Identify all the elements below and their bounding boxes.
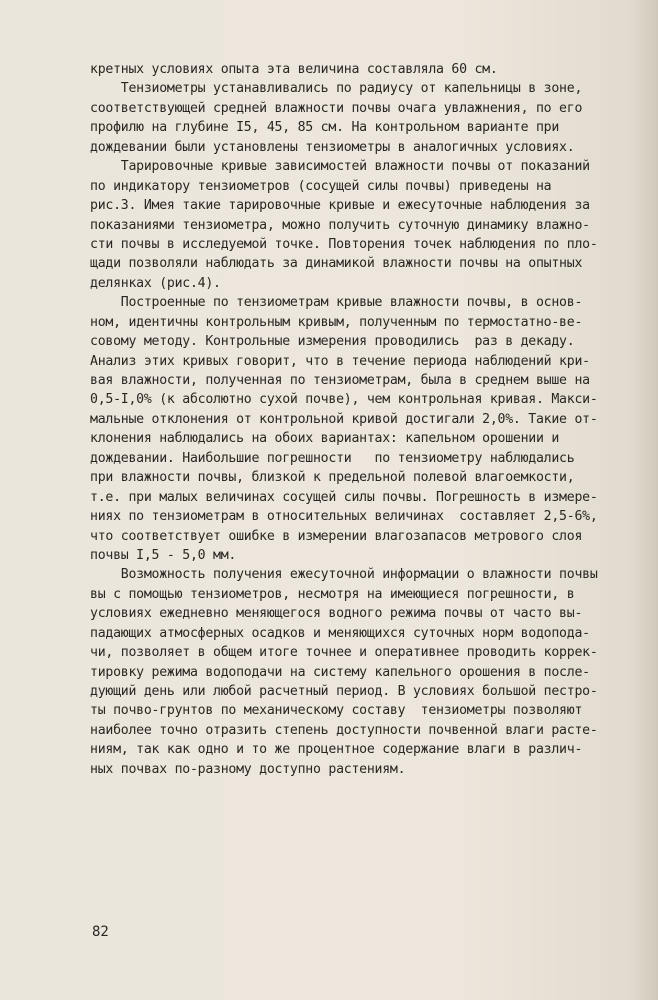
text-line: чи, позволяет в общем итоге точнее и оперативнее проводить коррек-	[90, 645, 598, 661]
text-line: тировку режима водоподачи на систему капельного орошения в после-	[90, 664, 590, 680]
text-line: дождевании. Наибольшие погрешности по тензиометру наблюдались	[90, 450, 575, 466]
text-line: показаниями тензиометра, можно получить суточную динамику влажно-	[90, 217, 590, 233]
text-line: ниям, так как одно и то же процентное содержание влаги в различ-	[90, 742, 583, 758]
text-line: Построенные по тензиометрам кривые влажности почвы, в основ-	[90, 295, 583, 311]
text-line: наиболее точно отразить степень доступности почвенной влаги расте-	[90, 722, 598, 738]
text-line: рис.3. Имея такие тарировочные кривые и ежесуточные наблюдения за	[90, 198, 590, 214]
text-line: по индикатору тензиометров (сосущей силы почвы) приведены на	[90, 178, 552, 194]
text-line: ты почво-грунтов по механическому составу тензиометры позволяют	[90, 703, 583, 719]
text-line: вая влажности, полученная по тензиометрам, была в среднем выше на	[90, 373, 590, 388]
text-line: дождевании были установлены тензиометры в аналогичных условиях.	[90, 139, 575, 155]
text-line: ниях по тензиометрам в относительных величинах составляет 2,5-6%,	[90, 509, 598, 525]
text-line: вы с помощью тензиометров, несмотря на имеющиеся погрешности, в	[90, 586, 575, 602]
text-line: ных почвах по-разному доступно растениям.	[90, 761, 406, 777]
text-line: условиях ежедневно меняющегося водного режима почвы от часто вы-	[90, 606, 583, 622]
text-line: совому методу. Контрольные измерения проводились раз в декаду.	[90, 334, 575, 350]
text-line: Возможность получения ежесуточной информации о влажности почвы	[90, 567, 598, 583]
text-line: т.е. при малых величинах сосущей силы почвы. Погрешность в измере-	[90, 489, 598, 505]
text-line: мальные отклонения от контрольной кривой достигали 2,0%. Такие от-	[90, 411, 598, 427]
text-line: дующий день или любой расчетный период. В условиях большой пестро-	[90, 684, 598, 699]
text-line: соответствующей средней влажности почвы очага увлажнения, по его	[90, 100, 583, 116]
text-line: почвы I,5 - 5,0 мм.	[90, 547, 237, 563]
text-line: Тензиометры устанавливались по радиусу от капельницы в зоне,	[90, 81, 583, 97]
text-line: что соответствует ошибке в измерении влагозапасов метрового слоя	[90, 528, 583, 544]
text-line: сти почвы в исследуемой точке. Повторения точек наблюдения по пло-	[90, 236, 598, 252]
text-line: делянках (рис.4).	[90, 275, 221, 291]
page-number: 82	[92, 924, 109, 940]
text-line: профилю на глубине I5, 45, 85 см. На контрольном варианте при	[90, 120, 560, 136]
text-line: щади позволяли наблюдать за динамикой влажности почвы на опытных	[90, 256, 583, 272]
text-line: кретных условиях опыта эта величина составляла 60 см.	[90, 62, 498, 77]
text-line: при влажности почвы, близкой к предельной полевой влагоемкости,	[90, 470, 575, 486]
text-line: ном, идентичны контрольным кривым, полученным по термостатно-ве-	[90, 314, 583, 330]
text-line: Тарировочные кривые зависимостей влажности почвы от показаний	[90, 159, 590, 175]
text-line: клонения наблюдались на обоих вариантах: капельном орошении и	[90, 431, 560, 447]
text-line: Анализ этих кривых говорит, что в течение периода наблюдений кри-	[90, 353, 590, 369]
text-line: падающих атмосферных осадков и меняющихся суточных норм водопода-	[90, 625, 590, 641]
text-line: 0,5-I,0% (к абсолютно сухой почве), чем контрольная кривая. Макси-	[90, 392, 598, 408]
body-text	[90, 60, 650, 779]
